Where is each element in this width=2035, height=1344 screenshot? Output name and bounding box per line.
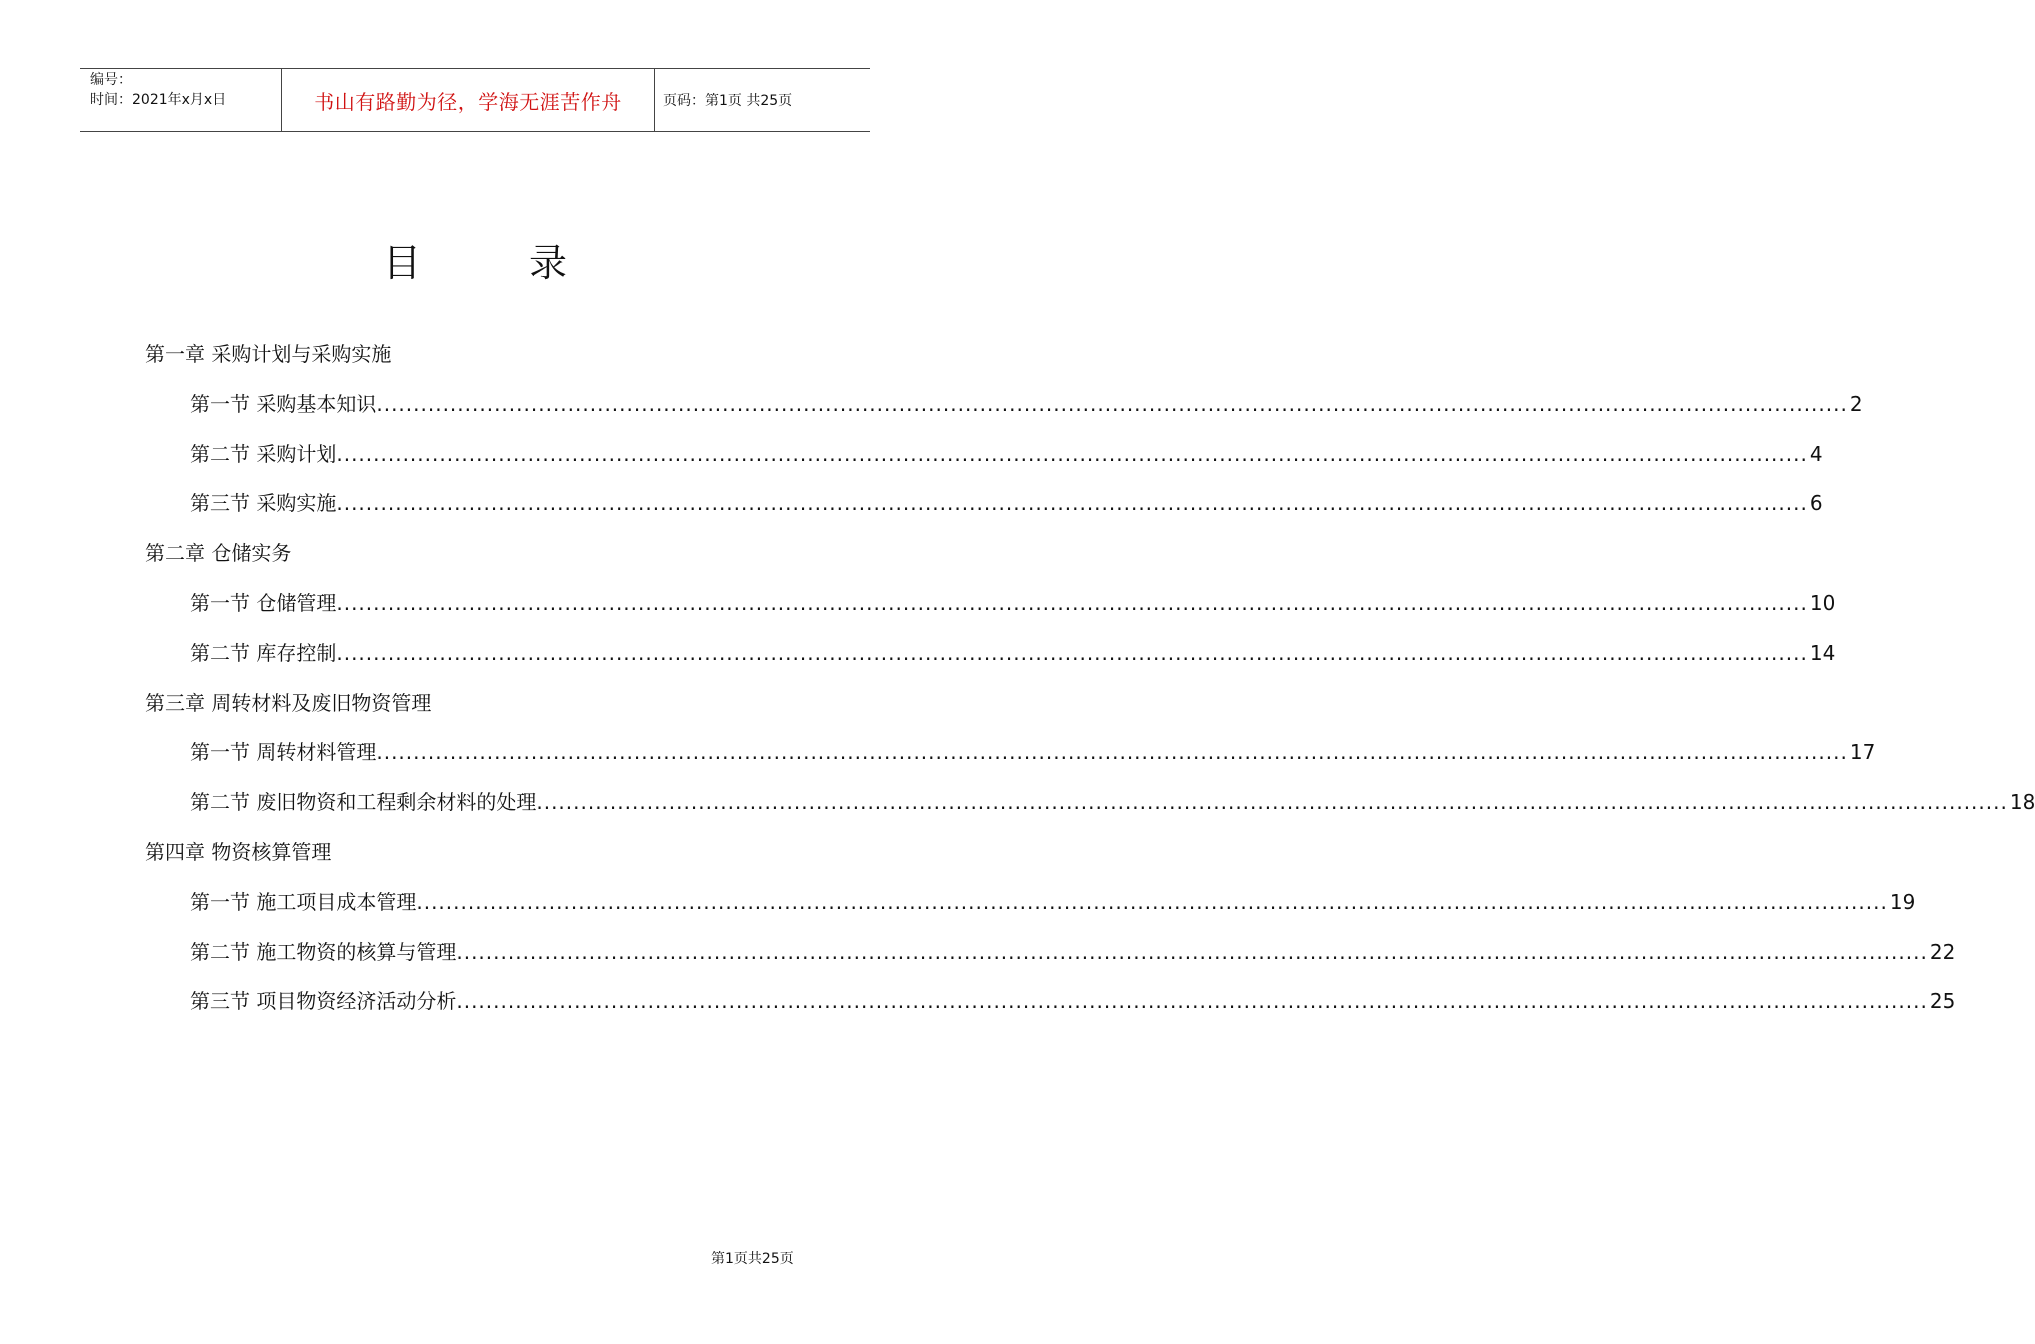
toc-section-label: 第二节 库存控制: [190, 640, 337, 665]
toc-page-number: 18: [2009, 790, 2035, 815]
toc-chapter[interactable]: 第四章 物资核算管理: [145, 840, 332, 864]
toc-chapter[interactable]: 第三章 周转材料及废旧物资管理: [145, 690, 432, 715]
header-meta-cell: [80, 69, 282, 131]
toc-chapter[interactable]: 第一章 采购计划与采购实施: [145, 342, 392, 366]
toc-page-number: 10: [1809, 591, 1836, 615]
page-title: 目 录: [382, 241, 616, 285]
toc-leader-dots: ........................................................................................................................................................................................................: [536, 790, 2008, 815]
toc-page-number: 19: [1889, 889, 1916, 914]
toc-section[interactable]: [190, 585, 1836, 621]
header-motto-cell: [282, 69, 655, 131]
toc-section-label: 第一节 周转材料管理: [190, 740, 377, 765]
toc-chapter[interactable]: 第二章 仓储实务: [145, 541, 292, 566]
toc-leader-dots: ........................................................................................................................................................................................................: [376, 740, 1848, 765]
header-page-cell: [655, 69, 870, 131]
toc-section-label: 第二节 采购计划: [190, 441, 337, 466]
toc-section[interactable]: [190, 436, 1823, 472]
toc-section[interactable]: [190, 983, 1956, 1019]
motto-text: 书山有路勤为径，学海无涯苦作舟: [314, 89, 622, 114]
toc-page-number: 2: [1849, 391, 1863, 416]
toc-section-label: 第一节 仓储管理: [190, 591, 337, 615]
page-header: [80, 68, 870, 132]
page-footer: 第1页共25页: [711, 1251, 794, 1267]
page-info: 页码：第1页 共25页: [663, 93, 793, 109]
toc-section[interactable]: [190, 635, 1836, 671]
toc-section[interactable]: [190, 884, 1916, 920]
time-label: 时间：2021年x月x日: [90, 92, 227, 108]
toc-page-number: 17: [1849, 740, 1876, 765]
toc-section[interactable]: [190, 784, 2035, 820]
toc-leader-dots: ........................................................................................................................................................................................................: [456, 989, 1928, 1014]
toc-section-label: 第一节 采购基本知识: [190, 391, 377, 416]
toc-section[interactable]: [190, 386, 1863, 422]
toc-leader-dots: ........................................................................................................................................................................................................: [336, 591, 1808, 615]
toc-section[interactable]: [190, 934, 1956, 970]
toc-section[interactable]: [190, 734, 1876, 770]
toc-page-number: 14: [1809, 640, 1836, 665]
toc-section-label: 第三节 采购实施: [190, 491, 337, 516]
toc-leader-dots: ........................................................................................................................................................................................................: [416, 889, 1888, 914]
toc-leader-dots: ........................................................................................................................................................................................................: [336, 441, 1808, 466]
toc-section[interactable]: [190, 485, 1823, 521]
toc-section-label: 第二节 废旧物资和工程剩余材料的处理: [190, 790, 537, 815]
toc-leader-dots: ........................................................................................................................................................................................................: [456, 939, 1928, 964]
toc-page-number: 4: [1809, 441, 1823, 466]
number-label: 编号：: [90, 72, 132, 88]
toc-page-number: 25: [1929, 989, 1956, 1014]
toc-page-number: 6: [1809, 491, 1823, 516]
toc-page-number: 22: [1929, 939, 1956, 964]
toc-section-label: 第一节 施工项目成本管理: [190, 889, 417, 914]
toc-section-label: 第三节 项目物资经济活动分析: [190, 989, 457, 1014]
toc-leader-dots: ........................................................................................................................................................................................................: [336, 640, 1808, 665]
toc-leader-dots: ........................................................................................................................................................................................................: [336, 491, 1808, 516]
toc-leader-dots: ........................................................................................................................................................................................................: [376, 391, 1848, 416]
toc-section-label: 第二节 施工物资的核算与管理: [190, 939, 457, 964]
